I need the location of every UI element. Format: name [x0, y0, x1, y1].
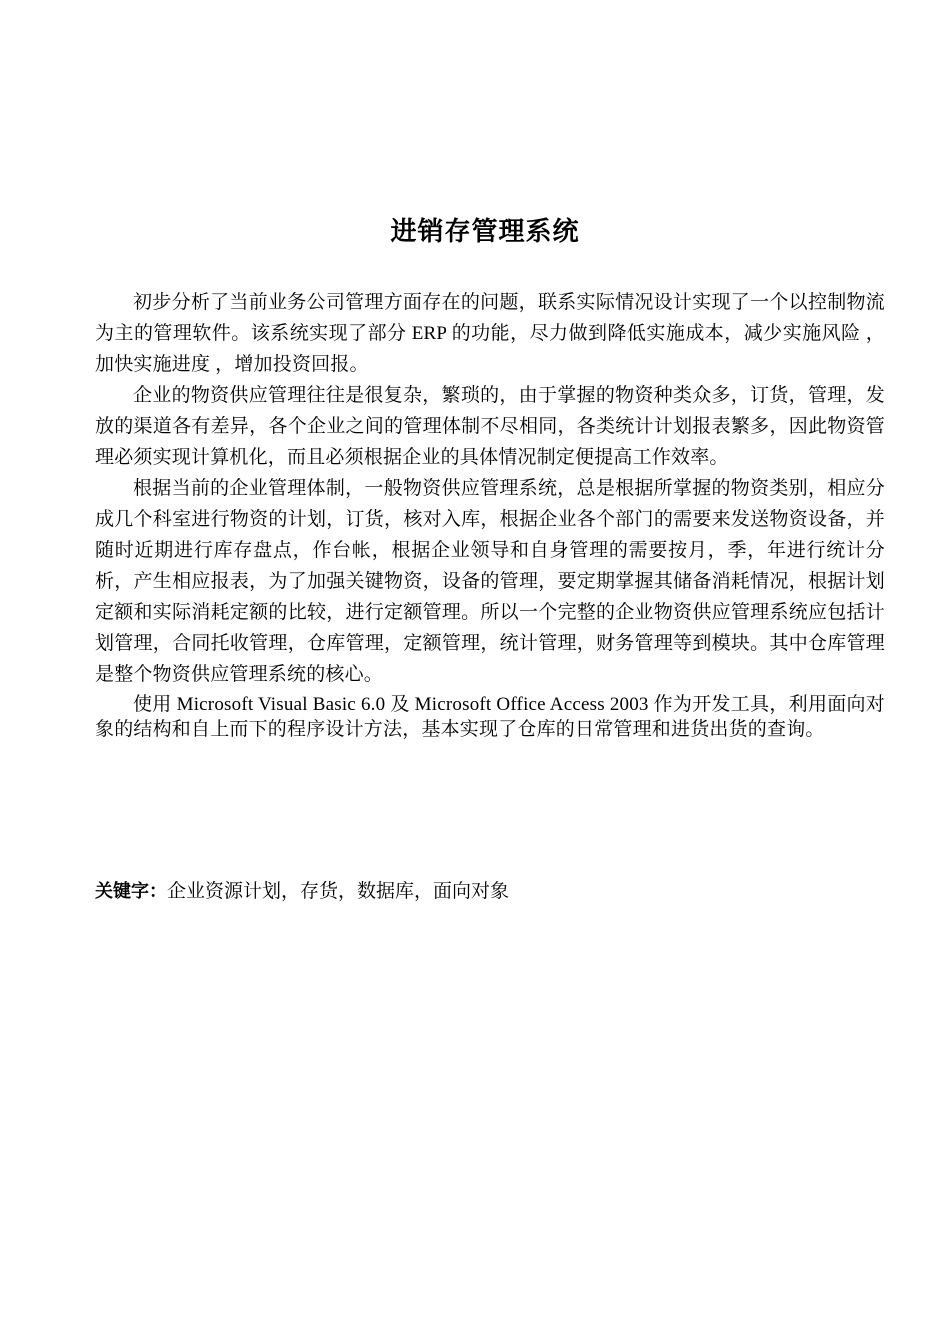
abstract-paragraph-3: 根据当前的企业管理体制，一般物资供应管理系统，总是根据所掌握的物资类别，相应分成几个科室进行物资的计划，订货，核对入库，根据企业各个部门的需要来发送物资设备，并随时近期进行库存盘点，作台帐，根据企业领导和自身管理的需要按月，季，年进行统计分析，产生相应报表，为了加强关键物资，设备的管理，要定期掌握其储备消耗情况，根据计划定额和实际消耗定额的比较，进行定额管理。所以一个完整的企业物资供应管理系统应包括计划管理，合同托收管理，仓库管理，定额管理，统计管理，财务管理等到模块。其中仓库管理是整个物资供应管理系统的核心。 [95, 478, 885, 685]
keywords-text: 企业资源计划，存货，数据库，面向对象 [167, 881, 510, 902]
keywords-label: 关键字： [95, 881, 167, 902]
abstract-paragraph-1: 初步分析了当前业务公司管理方面存在的问题，联系实际情况设计实现了一个以控制物流为主的管理软件。该系统实现了部分 ERP 的功能，尽力做到降低实施成本，减少实施风险 ，加快实施进度 ，增加投资回报。 [95, 292, 885, 375]
document-title: 进销存管理系统 [390, 217, 580, 247]
keywords-line [95, 878, 885, 906]
abstract-paragraph-4: 使用 Microsoft Visual Basic 6.0 及 Microsoft Office Access 2003 作为开发工具，利用面向对象的结构和自上而下的程序设计方法，基本实现了仓库的日常管理和进货出货的查询。 [95, 694, 885, 740]
abstract-body [95, 287, 885, 742]
abstract-paragraph-2: 企业的物资供应管理往往是很复杂，繁琐的，由于掌握的物资种类众多，订货，管理，发放的渠道各有差异，各个企业之间的管理体制不尽相同，各类统计计划报表繁多，因此物资管理必须实现计算机化，而且必须根据企业的具体情况制定便提高工作效率。 [95, 385, 885, 468]
